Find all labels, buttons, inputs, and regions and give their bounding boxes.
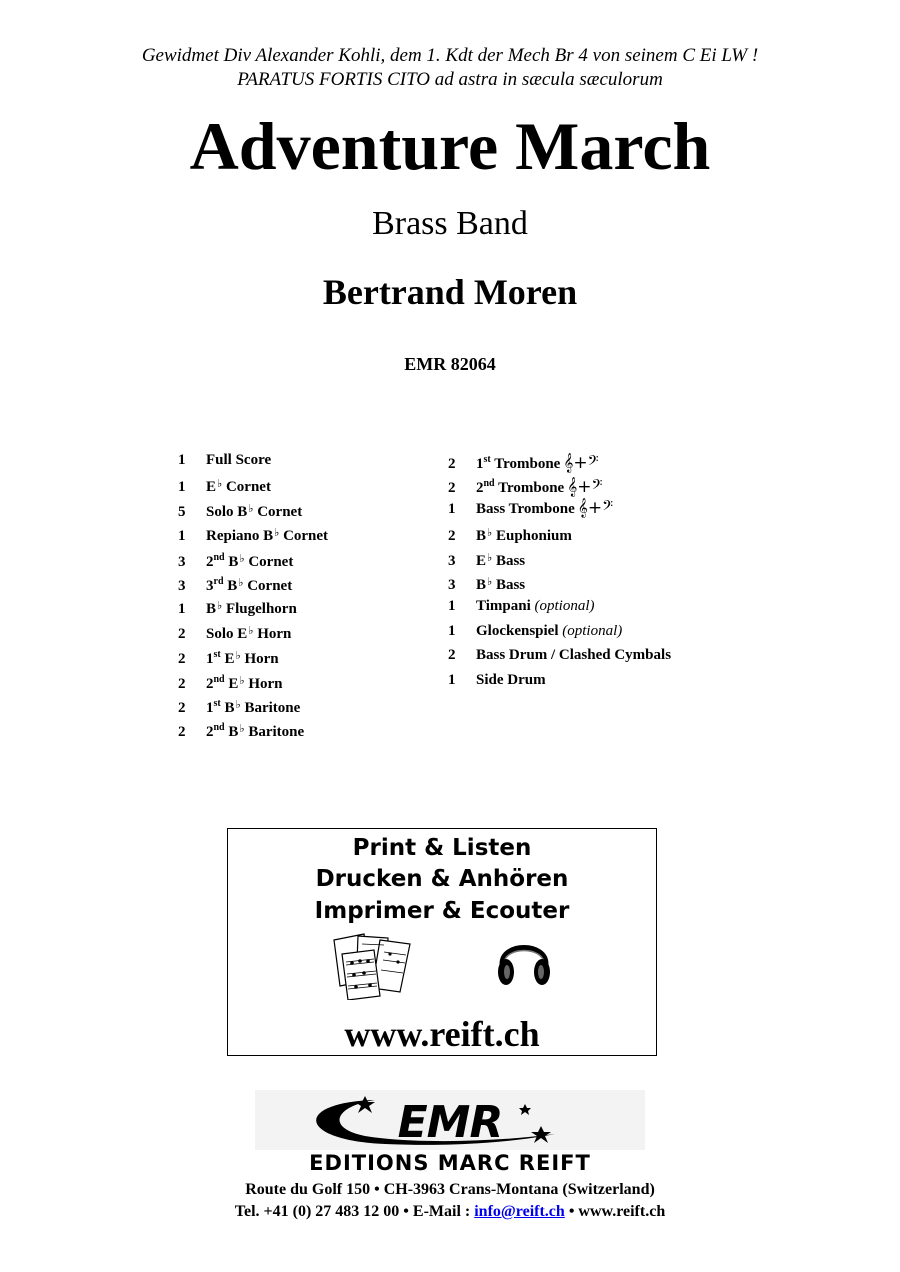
part-name-text: B: [206, 601, 217, 618]
part-quantity: 3: [448, 576, 456, 593]
part-name-text: 2nd B: [206, 722, 239, 741]
part-quantity: 2: [448, 647, 456, 664]
sheet-music-icon: [328, 930, 420, 1000]
part-name: [206, 528, 328, 544]
part-name: [476, 623, 622, 639]
optional-note: (optional): [530, 598, 595, 615]
part-name-text: B: [476, 528, 487, 545]
part-quantity: 1: [448, 622, 456, 639]
dedication-line-1: Gewidmet Div Alexander Kohli, dem 1. Kdt der Mech Br 4 von seinem C Ei LW !: [141, 45, 759, 66]
part-name: [206, 651, 279, 667]
website-url[interactable]: www.reift.ch: [344, 1014, 540, 1054]
part-name: [476, 453, 599, 473]
promo-line-german: Drucken & Anhören: [315, 866, 569, 892]
part-row: [178, 621, 428, 645]
part-name: [206, 452, 271, 468]
part-name-suffix: Horn: [240, 651, 279, 668]
parts-list-left: [178, 450, 428, 743]
part-name-suffix: Cornet: [279, 528, 329, 545]
part-name: [206, 575, 293, 594]
part-quantity: 1: [448, 500, 456, 517]
email-link[interactable]: info@reift.ch: [474, 1203, 565, 1220]
website-text: • www.reift.ch: [564, 1203, 666, 1220]
part-name-text: B: [476, 576, 487, 593]
part-name-suffix: Baritone: [244, 724, 305, 741]
part-name: [476, 598, 595, 614]
composer-name: Bertrand Moren: [322, 272, 578, 312]
part-quantity: 1: [448, 598, 456, 615]
part-name: [476, 577, 525, 593]
part-row: [448, 499, 748, 523]
part-name-text: E: [476, 552, 487, 569]
part-quantity: 2: [448, 480, 456, 497]
part-quantity: 3: [448, 552, 456, 569]
part-name: [206, 601, 297, 617]
part-row: [178, 450, 428, 474]
part-name-suffix: Baritone: [240, 699, 301, 716]
part-name-text: Solo E: [206, 625, 248, 642]
part-row: [448, 572, 748, 596]
part-quantity: 1: [178, 528, 186, 545]
part-name-suffix: Bass: [492, 552, 526, 569]
part-name: [476, 647, 671, 663]
logo-lettermark: EMR: [397, 1097, 503, 1148]
flat-sign: ♭: [235, 650, 241, 663]
print-listen-box: [227, 828, 657, 1056]
part-name-suffix: Cornet: [243, 577, 293, 594]
flat-sign: ♭: [248, 502, 254, 515]
clef-icon: 𝄞+𝄢: [577, 497, 614, 518]
part-name-text: 1st B: [206, 697, 235, 716]
clef-icon: 𝄞+𝄢: [563, 453, 599, 473]
part-row: [448, 596, 748, 620]
part-name-text: 2nd B: [206, 551, 239, 570]
part-row: [178, 596, 428, 620]
catalog-number: EMR 82064: [404, 354, 496, 374]
part-name-text: Repiano B: [206, 528, 274, 545]
flat-sign: ♭: [487, 551, 493, 564]
flat-sign: ♭: [239, 674, 245, 687]
part-name: [476, 477, 603, 498]
part-name: [206, 673, 283, 692]
publisher-name: EDITIONS MARC REIFT: [309, 1151, 591, 1175]
parts-list-right: [448, 450, 748, 694]
flat-sign: ♭: [239, 552, 245, 565]
part-name-suffix: Bass: [492, 576, 526, 593]
part-quantity: 1: [178, 452, 186, 468]
part-name: [206, 504, 302, 520]
flat-sign: ♭: [248, 624, 254, 637]
part-name-text: 1st Trombone: [476, 454, 561, 472]
telephone-text: Tel. +41 (0) 27 483 12 00 • E-Mail :: [234, 1203, 475, 1220]
part-name-suffix: Cornet: [222, 479, 271, 496]
part-quantity: 1: [448, 671, 456, 688]
part-name-text: 2nd Trombone: [476, 478, 565, 497]
flat-sign: ♭: [235, 698, 241, 711]
publisher-contact: [0, 1202, 900, 1222]
part-row: [178, 499, 428, 523]
flat-sign: ♭: [217, 600, 223, 613]
part-row: [178, 694, 428, 718]
part-quantity: 5: [178, 503, 186, 520]
part-name-text: E: [206, 479, 217, 496]
part-name: [476, 553, 525, 569]
flat-sign: ♭: [217, 478, 223, 491]
part-quantity: 2: [178, 724, 186, 741]
part-quantity: 3: [178, 577, 186, 594]
ensemble-subtitle: Brass Band: [372, 205, 528, 242]
part-name-suffix: Horn: [244, 675, 283, 692]
part-row: [448, 523, 748, 547]
part-quantity: 2: [448, 528, 456, 545]
part-name-text: Glockenspiel: [476, 622, 559, 639]
part-name-text: Solo B: [206, 503, 248, 520]
part-name-text: 1st E: [206, 649, 235, 668]
part-row: [448, 474, 748, 498]
flat-sign: ♭: [487, 575, 493, 588]
publisher-address: Route du Golf 150 • CH-3963 Crans-Montana (Switzerland): [245, 1181, 655, 1198]
dedication-line-2: PARATUS FORTIS CITO ad astra in sæcula sæculorum: [237, 69, 663, 90]
part-name: [206, 551, 294, 570]
part-name-text: 2nd E: [206, 673, 239, 692]
part-row: [178, 474, 428, 498]
flat-sign: ♭: [239, 723, 245, 736]
promo-line-english: Print & Listen: [352, 835, 532, 861]
part-name: [206, 626, 291, 642]
part-name-text: Side Drum: [476, 671, 546, 688]
clef-icon: 𝄞+𝄢: [567, 477, 603, 498]
part-name-suffix: Cornet: [253, 503, 303, 520]
part-name: [476, 528, 572, 544]
flat-sign: ♭: [274, 527, 280, 540]
part-name-text: Full Score: [206, 452, 272, 468]
page-title: Adventure March: [189, 108, 711, 184]
promo-line-french: Imprimer & Ecouter: [314, 898, 570, 924]
emr-logo: [255, 1090, 645, 1174]
part-row: [178, 523, 428, 547]
part-quantity: 2: [448, 456, 456, 472]
part-row: [178, 718, 428, 742]
part-name-text: Bass Trombone: [476, 500, 575, 517]
part-row: [448, 548, 748, 572]
flat-sign: ♭: [238, 576, 244, 589]
part-quantity: 2: [178, 699, 186, 716]
part-name-suffix: Horn: [253, 625, 292, 642]
part-name: [476, 497, 614, 518]
part-row: [178, 645, 428, 669]
part-name: [476, 672, 546, 688]
part-quantity: 2: [178, 675, 186, 692]
headphones-icon: [492, 928, 556, 992]
part-row: [178, 572, 428, 596]
part-name-text: 3rd B: [206, 575, 238, 594]
part-name-suffix: Cornet: [244, 553, 294, 570]
part-quantity: 1: [178, 479, 186, 496]
part-row: [178, 548, 428, 572]
part-row: [448, 645, 748, 669]
part-row: [448, 450, 748, 474]
part-name: [206, 479, 271, 495]
part-name: [206, 697, 301, 716]
part-quantity: 2: [178, 625, 186, 642]
part-row: [178, 670, 428, 694]
part-name: [206, 724, 304, 740]
flat-sign: ♭: [487, 527, 493, 540]
part-name-text: Timpani: [476, 598, 531, 615]
optional-note: (optional): [558, 622, 623, 639]
part-name-text: Bass Drum / Clashed Cymbals: [476, 647, 672, 664]
part-name-suffix: Flugelhorn: [222, 601, 297, 618]
part-quantity: 3: [178, 553, 186, 570]
part-quantity: 1: [178, 601, 186, 618]
part-quantity: 2: [178, 651, 186, 668]
part-name-suffix: Euphonium: [492, 528, 572, 545]
part-row: [448, 670, 748, 694]
part-row: [448, 621, 748, 645]
